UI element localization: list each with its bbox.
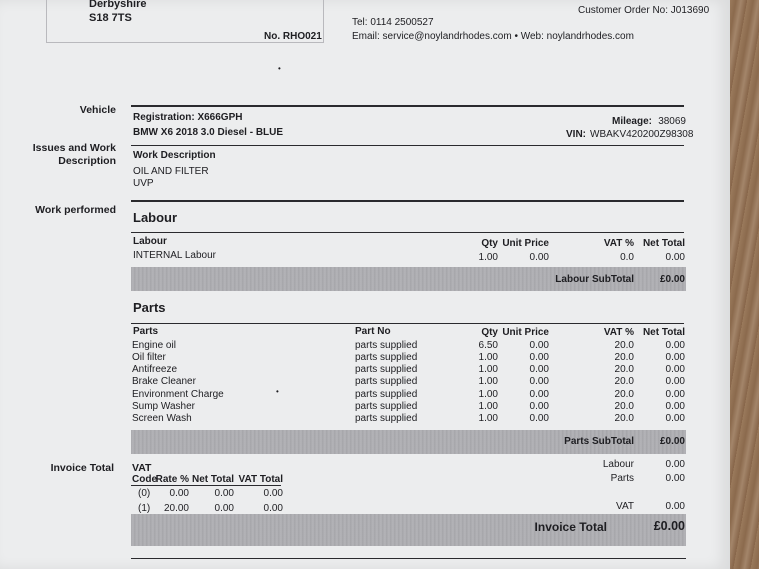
labour-header-unit-price: Unit Price <box>502 238 549 249</box>
work-description-heading: Work Description <box>133 150 216 161</box>
vat-header-rule <box>131 485 281 486</box>
header-tel: Tel: 0114 2500527 <box>352 17 434 28</box>
issues-label-line1: Issues and Work <box>32 142 116 154</box>
invoice-total-label: Invoice Total <box>50 462 114 474</box>
part-vat: 20.0 <box>614 352 634 363</box>
work-performed-label: Work performed <box>35 204 116 216</box>
part-unit-price: 0.00 <box>529 376 549 387</box>
labour-header-labour: Labour <box>133 236 167 247</box>
part-number: parts supplied <box>355 413 418 424</box>
part-net-total: 0.00 <box>665 389 685 400</box>
labour-subtotal-label: Labour SubTotal <box>555 274 634 285</box>
part-number: parts supplied <box>355 401 418 412</box>
part-qty: 1.00 <box>478 413 498 424</box>
part-unit-price: 0.00 <box>529 413 549 424</box>
vehicle-description: BMW X6 2018 3.0 Diesel - BLUE <box>133 127 284 138</box>
labour-row-qty: 1.00 <box>478 252 498 263</box>
part-number: parts supplied <box>355 376 418 387</box>
vat-header-code: Code <box>132 474 157 485</box>
part-qty: 1.00 <box>478 389 498 400</box>
invoice-total-value: £0.00 <box>653 519 685 533</box>
vat-net: 0.00 <box>214 488 234 499</box>
summary-vat-value: 0.00 <box>665 501 685 512</box>
part-name: Oil filter <box>132 352 166 363</box>
vat-rate: 20.00 <box>163 503 189 514</box>
part-vat: 20.0 <box>614 401 634 412</box>
labour-row-net-total: 0.00 <box>665 252 685 263</box>
parts-section-title: Parts <box>133 300 166 315</box>
labour-header-vat: VAT % <box>603 238 634 249</box>
parts-header-unit-price: Unit Price <box>502 327 549 338</box>
vehicle-label: Vehicle <box>79 104 116 116</box>
mileage-label: Mileage: <box>611 116 652 127</box>
part-unit-price: 0.00 <box>529 364 549 375</box>
speck-dot: • <box>276 387 279 396</box>
invoice-number: No. RHO021 <box>264 31 322 42</box>
part-number: parts supplied <box>355 340 418 351</box>
part-net-total: 0.00 <box>665 413 685 424</box>
header-contact: Email: service@noylandrhodes.com • Web: noylandrhodes.com <box>352 31 634 42</box>
vat-net: 0.00 <box>214 503 234 514</box>
parts-header-net-total: Net Total <box>642 327 685 338</box>
summary-parts-value: 0.00 <box>665 473 685 484</box>
parts-header-part-no: Part No <box>355 326 391 337</box>
part-name: Brake Cleaner <box>132 376 196 387</box>
part-number: parts supplied <box>355 352 418 363</box>
part-vat: 20.0 <box>614 364 634 375</box>
part-name: Antifreeze <box>132 364 178 375</box>
vat-header-net: Net Total <box>192 474 235 485</box>
wooden-table-background <box>730 0 759 569</box>
mileage-value: 38069 <box>658 116 686 127</box>
labour-subtotal-value: £0.00 <box>659 274 685 285</box>
vat-rate: 0.00 <box>169 488 189 499</box>
vat-total: 0.00 <box>263 488 283 499</box>
footer-rule <box>131 558 686 559</box>
summary-labour-label: Labour <box>602 459 634 470</box>
part-net-total: 0.00 <box>665 352 685 363</box>
part-name: Sump Washer <box>132 401 195 412</box>
work-description-line-2: UVP <box>133 178 154 189</box>
part-vat: 20.0 <box>614 376 634 387</box>
vat-header-rate: Rate % <box>155 474 189 485</box>
part-vat: 20.0 <box>614 340 634 351</box>
invoice-total-band-label: Invoice Total <box>534 520 607 534</box>
parts-title-rule <box>131 323 684 324</box>
vat-total: 0.00 <box>263 503 283 514</box>
parts-subtotal-label: Parts SubTotal <box>564 436 634 447</box>
labour-row-desc: INTERNAL Labour <box>133 250 216 261</box>
part-name: Screen Wash <box>132 413 192 424</box>
issues-label-line2: Description <box>58 155 116 167</box>
part-number: parts supplied <box>355 389 418 400</box>
issues-bottom-rule <box>131 200 684 202</box>
vehicle-registration: Registration: X666GPH <box>133 112 243 123</box>
work-description-line-1: OIL AND FILTER <box>133 166 209 177</box>
part-vat: 20.0 <box>614 389 634 400</box>
parts-subtotal-value: £0.00 <box>659 436 685 447</box>
vehicle-rule <box>131 105 684 107</box>
part-qty: 6.50 <box>478 340 498 351</box>
part-qty: 1.00 <box>478 352 498 363</box>
parts-header-parts: Parts <box>133 326 159 337</box>
summary-parts-label: Parts <box>610 473 634 484</box>
part-net-total: 0.00 <box>665 364 685 375</box>
parts-header-vat: VAT % <box>603 327 634 338</box>
speck-dot: • <box>278 64 281 73</box>
vat-header-vat-total: VAT Total <box>238 474 283 485</box>
part-net-total: 0.00 <box>665 376 685 387</box>
part-qty: 1.00 <box>478 401 498 412</box>
vin-value: WBAKV420200Z98308 <box>590 129 694 140</box>
vin-label: VIN: <box>566 129 586 140</box>
part-vat: 20.0 <box>614 413 634 424</box>
part-name: Environment Charge <box>132 389 224 400</box>
customer-order-number: Customer Order No: J013690 <box>578 5 710 16</box>
summary-labour-value: 0.00 <box>665 459 685 470</box>
part-unit-price: 0.00 <box>529 389 549 400</box>
summary-vat-label: VAT <box>616 501 634 512</box>
vat-code: (0) <box>138 488 151 499</box>
labour-section-title: Labour <box>133 210 178 225</box>
labour-row-vat: 0.0 <box>620 252 634 263</box>
part-unit-price: 0.00 <box>529 352 549 363</box>
vat-title: VAT <box>132 462 152 474</box>
address-postcode: S18 7TS <box>89 12 132 24</box>
vat-code: (1) <box>138 503 151 514</box>
part-qty: 1.00 <box>478 364 498 375</box>
part-net-total: 0.00 <box>665 340 685 351</box>
labour-header-net-total: Net Total <box>642 238 685 249</box>
part-net-total: 0.00 <box>665 401 685 412</box>
labour-title-rule <box>131 232 684 233</box>
parts-header-qty: Qty <box>481 327 498 338</box>
vehicle-bottom-rule <box>131 145 684 146</box>
part-number: parts supplied <box>355 364 418 375</box>
labour-row-unit-price: 0.00 <box>529 252 549 263</box>
part-qty: 1.00 <box>478 376 498 387</box>
part-unit-price: 0.00 <box>529 401 549 412</box>
part-name: Engine oil <box>132 340 176 351</box>
part-unit-price: 0.00 <box>529 340 549 351</box>
labour-header-qty: Qty <box>481 238 498 249</box>
address-county: Derbyshire <box>89 0 147 10</box>
